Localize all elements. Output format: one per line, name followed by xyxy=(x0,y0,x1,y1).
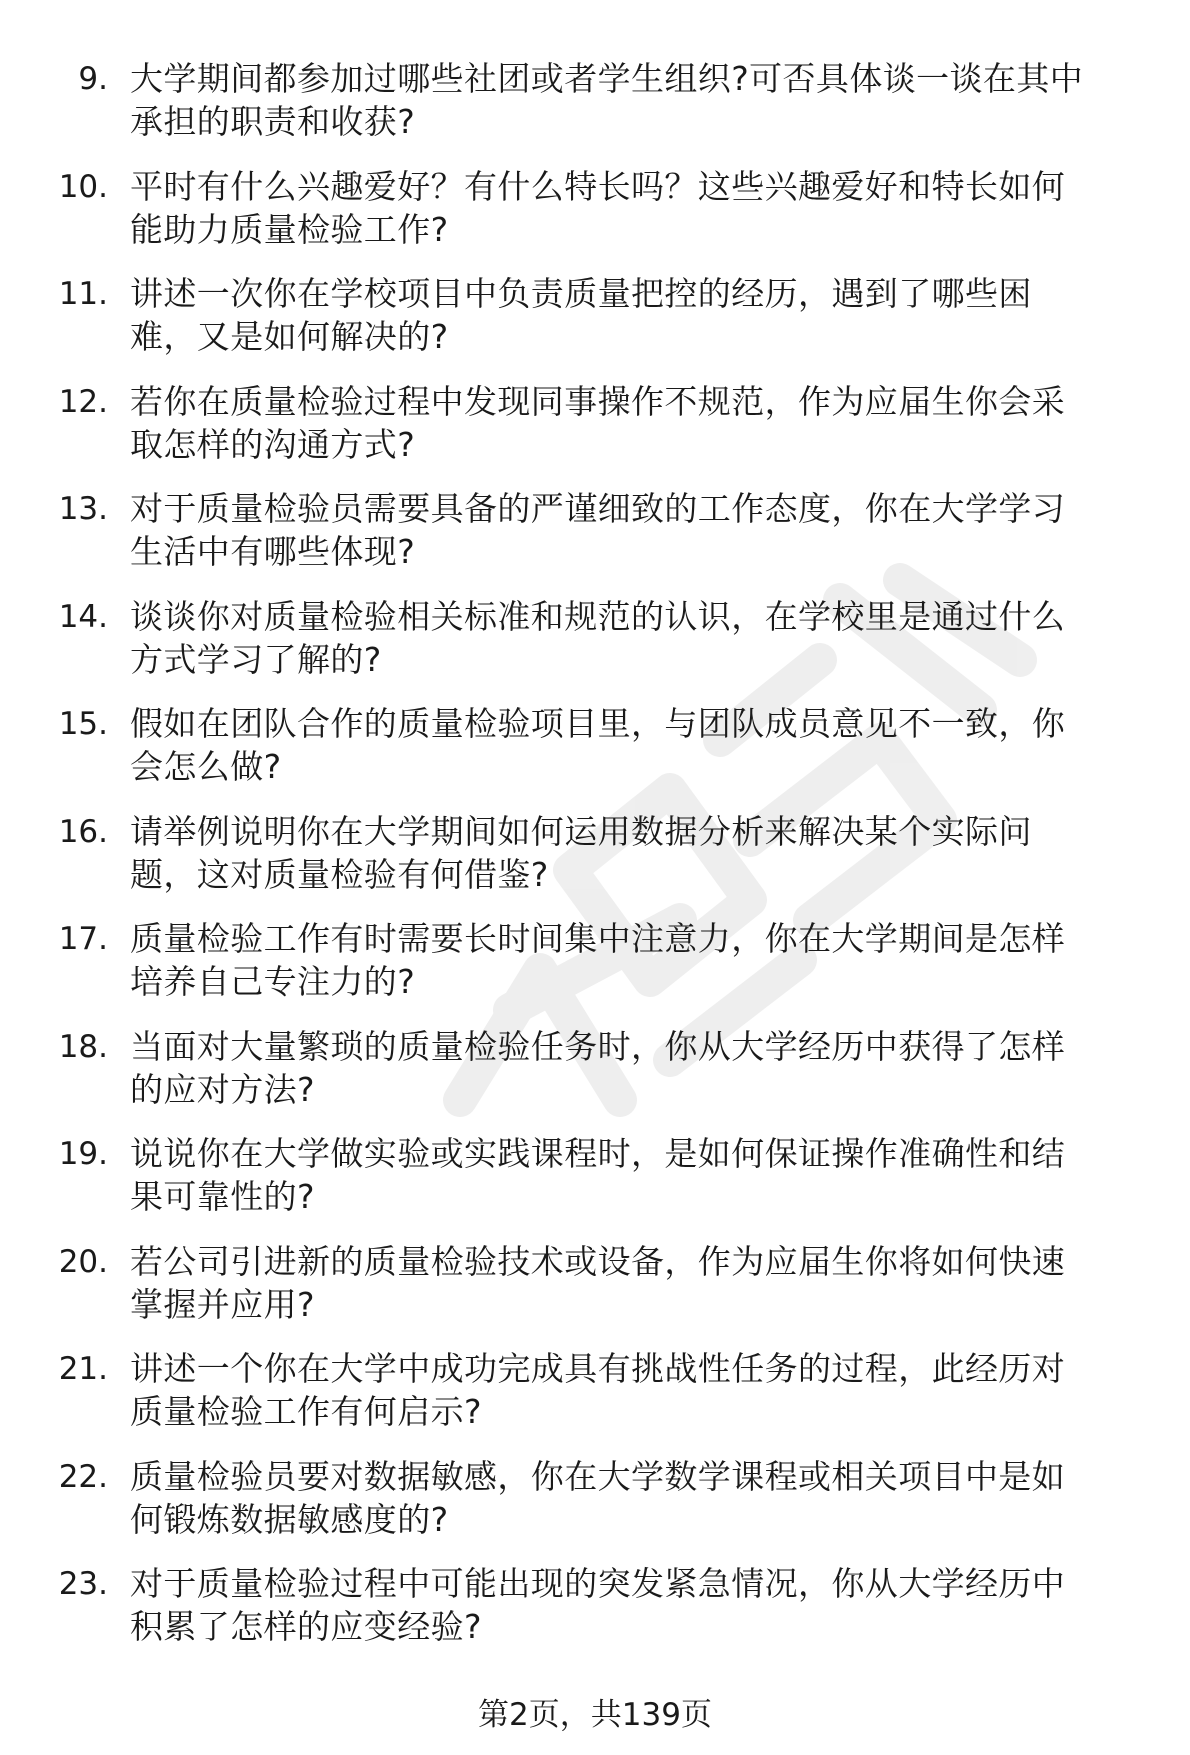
question-line: 质量检验工作有时需要长时间集中注意力，你在大学期间是怎样 xyxy=(130,919,1066,958)
question-item xyxy=(0,1020,1190,1128)
question-text xyxy=(130,1347,1170,1433)
question-text xyxy=(130,1025,1170,1111)
question-item xyxy=(0,160,1190,268)
question-line: 的应对方法? xyxy=(130,1069,315,1109)
question-line: 积累了怎样的应变经验? xyxy=(130,1607,482,1646)
question-line: 平时有什么兴趣爱好？有什么特长吗？这些兴趣爱好和特长如何 xyxy=(130,166,1066,206)
question-line: 题，这对质量检验有何借鉴? xyxy=(130,854,549,894)
question-number: 11. xyxy=(58,276,108,312)
question-number: 13. xyxy=(58,491,108,527)
question-text xyxy=(130,487,1170,573)
question-item xyxy=(0,590,1190,698)
question-number: 12. xyxy=(58,383,108,420)
question-text xyxy=(130,1455,1170,1541)
question-number: 18. xyxy=(58,1028,108,1065)
question-number: 21. xyxy=(58,1351,108,1387)
question-text xyxy=(130,810,1170,896)
question-line: 质量检验工作有何启示? xyxy=(130,1392,482,1431)
question-item xyxy=(0,1342,1190,1450)
question-number: 9. xyxy=(78,61,108,97)
question-item xyxy=(0,375,1190,483)
question-line: 讲述一个你在大学中成功完成具有挑战性任务的过程，此经历对 xyxy=(130,1349,1066,1388)
question-line: 说说你在大学做实验或实践课程时，是如何保证操作准确性和结 xyxy=(130,1134,1066,1173)
page-number-footer: 第2页，共139页 xyxy=(478,1697,712,1733)
question-line: 承担的职责和收获? xyxy=(130,102,416,141)
question-item xyxy=(0,267,1190,375)
question-item xyxy=(0,1235,1190,1343)
question-line: 当面对大量繁琐的质量检验任务时，你从大学经历中获得了怎样 xyxy=(130,1026,1066,1066)
question-text xyxy=(130,165,1170,251)
question-text xyxy=(130,1132,1170,1218)
question-number: 23. xyxy=(58,1566,108,1602)
question-item xyxy=(0,697,1190,805)
question-number: 14. xyxy=(58,598,108,635)
question-text xyxy=(130,380,1170,466)
question-line: 果可靠性的? xyxy=(130,1177,315,1216)
question-line: 对于质量检验过程中可能出现的突发紧急情况，你从大学经历中 xyxy=(130,1564,1066,1603)
question-line: 假如在团队合作的质量检验项目里，与团队成员意见不一致，你 xyxy=(130,704,1066,743)
question-item xyxy=(0,1127,1190,1235)
question-item xyxy=(0,805,1190,913)
question-line: 质量检验员要对数据敏感，你在大学数学课程或相关项目中是如 xyxy=(130,1456,1066,1496)
question-line: 方式学习了解的? xyxy=(130,639,382,679)
question-text xyxy=(130,702,1170,788)
question-item xyxy=(0,1450,1190,1558)
question-number: 17. xyxy=(58,921,108,957)
question-line: 掌握并应用? xyxy=(130,1284,315,1324)
question-line: 难，又是如何解决的? xyxy=(130,317,449,356)
question-number: 10. xyxy=(58,168,108,205)
question-number: 15. xyxy=(58,706,108,742)
question-line: 对于质量检验员需要具备的严谨细致的工作态度，你在大学学习 xyxy=(130,489,1066,528)
question-item xyxy=(0,1557,1190,1665)
question-text xyxy=(130,1562,1170,1648)
question-number: 19. xyxy=(58,1136,108,1172)
question-number: 16. xyxy=(58,813,108,850)
question-line: 能助力质量检验工作? xyxy=(130,209,449,249)
question-item xyxy=(0,52,1190,160)
question-line: 讲述一次你在学校项目中负责质量把控的经历，遇到了哪些困 xyxy=(130,274,1032,313)
question-text xyxy=(130,917,1170,1003)
question-line: 若公司引进新的质量检验技术或设备，作为应届生你将如何快速 xyxy=(130,1241,1066,1281)
question-line: 培养自己专注力的? xyxy=(130,962,416,1001)
question-item xyxy=(0,482,1190,590)
question-text xyxy=(130,1240,1170,1326)
question-number: 22. xyxy=(58,1458,108,1495)
question-line: 若你在质量检验过程中发现同事操作不规范，作为应届生你会采 xyxy=(130,381,1066,421)
question-text xyxy=(130,272,1170,358)
question-line: 何锻炼数据敏感度的? xyxy=(130,1499,449,1539)
question-line: 会怎么做? xyxy=(130,747,282,786)
question-list xyxy=(0,52,1190,1665)
question-item xyxy=(0,912,1190,1020)
question-line: 大学期间都参加过哪些社团或者学生组织?可否具体谈一谈在其中 xyxy=(130,59,1084,98)
question-line: 生活中有哪些体现? xyxy=(130,532,416,571)
question-line: 谈谈你对质量检验相关标准和规范的认识，在学校里是通过什么 xyxy=(130,596,1066,636)
question-line: 请举例说明你在大学期间如何运用数据分析来解决某个实际问 xyxy=(130,811,1032,851)
question-text xyxy=(130,57,1170,143)
question-line: 取怎样的沟通方式? xyxy=(130,424,416,464)
question-number: 20. xyxy=(58,1243,108,1280)
question-text xyxy=(130,595,1170,681)
